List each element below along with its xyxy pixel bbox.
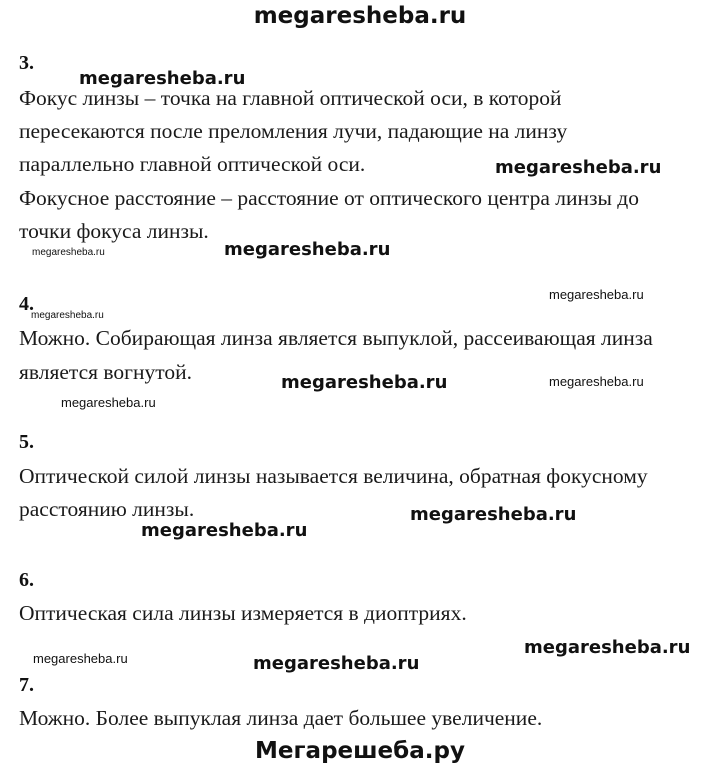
- watermark: megaresheba.ru: [253, 653, 420, 674]
- watermark: megaresheba.ru: [61, 395, 156, 410]
- watermark: megaresheba.ru: [281, 372, 448, 393]
- answer-4-number: 4.: [19, 293, 34, 315]
- watermark: megaresheba.ru: [549, 287, 644, 302]
- watermark: megaresheba.ru: [549, 374, 644, 389]
- answer-3-line: Фокус линзы – точка на главной оптической оси, в которой: [19, 86, 562, 110]
- watermark: megaresheba.ru: [141, 520, 308, 541]
- answer-3-line: параллельно главной оптической оси.: [19, 152, 366, 176]
- answer-3-line: Фокусное расстояние – расстояние от оптического центра линзы до: [19, 186, 639, 210]
- watermark: megaresheba.ru: [32, 247, 105, 258]
- answer-7-number: 7.: [19, 674, 34, 696]
- watermark: megaresheba.ru: [495, 157, 662, 178]
- answer-5-number: 5.: [19, 431, 34, 453]
- site-header: megaresheba.ru: [253, 3, 467, 29]
- watermark: megaresheba.ru: [79, 68, 246, 89]
- watermark: megaresheba.ru: [33, 651, 128, 666]
- answer-5-line: Оптической силой линзы называется величина, обратная фокусному: [19, 464, 648, 488]
- answer-3-number: 3.: [19, 52, 34, 74]
- answer-4-line: является вогнутой.: [19, 360, 192, 384]
- answer-7-line: Можно. Более выпуклая линза дает большее увеличение.: [19, 706, 543, 730]
- watermark: megaresheba.ru: [410, 504, 577, 525]
- answer-6-line: Оптическая сила линзы измеряется в диоптриях.: [19, 601, 467, 625]
- answer-3-line: пересекаются после преломления лучи, падающие на линзу: [19, 119, 568, 143]
- watermark: megaresheba.ru: [31, 310, 104, 321]
- site-footer: Мегарешеба.ру: [255, 738, 465, 764]
- watermark: megaresheba.ru: [524, 637, 691, 658]
- answer-4-line: Можно. Собирающая линза является выпуклой, рассеивающая линза: [19, 326, 653, 350]
- answer-5-line: расстоянию линзы.: [19, 497, 195, 521]
- watermark: megaresheba.ru: [224, 239, 391, 260]
- answer-6-number: 6.: [19, 569, 34, 591]
- answer-3-line: точки фокуса линзы.: [19, 219, 209, 243]
